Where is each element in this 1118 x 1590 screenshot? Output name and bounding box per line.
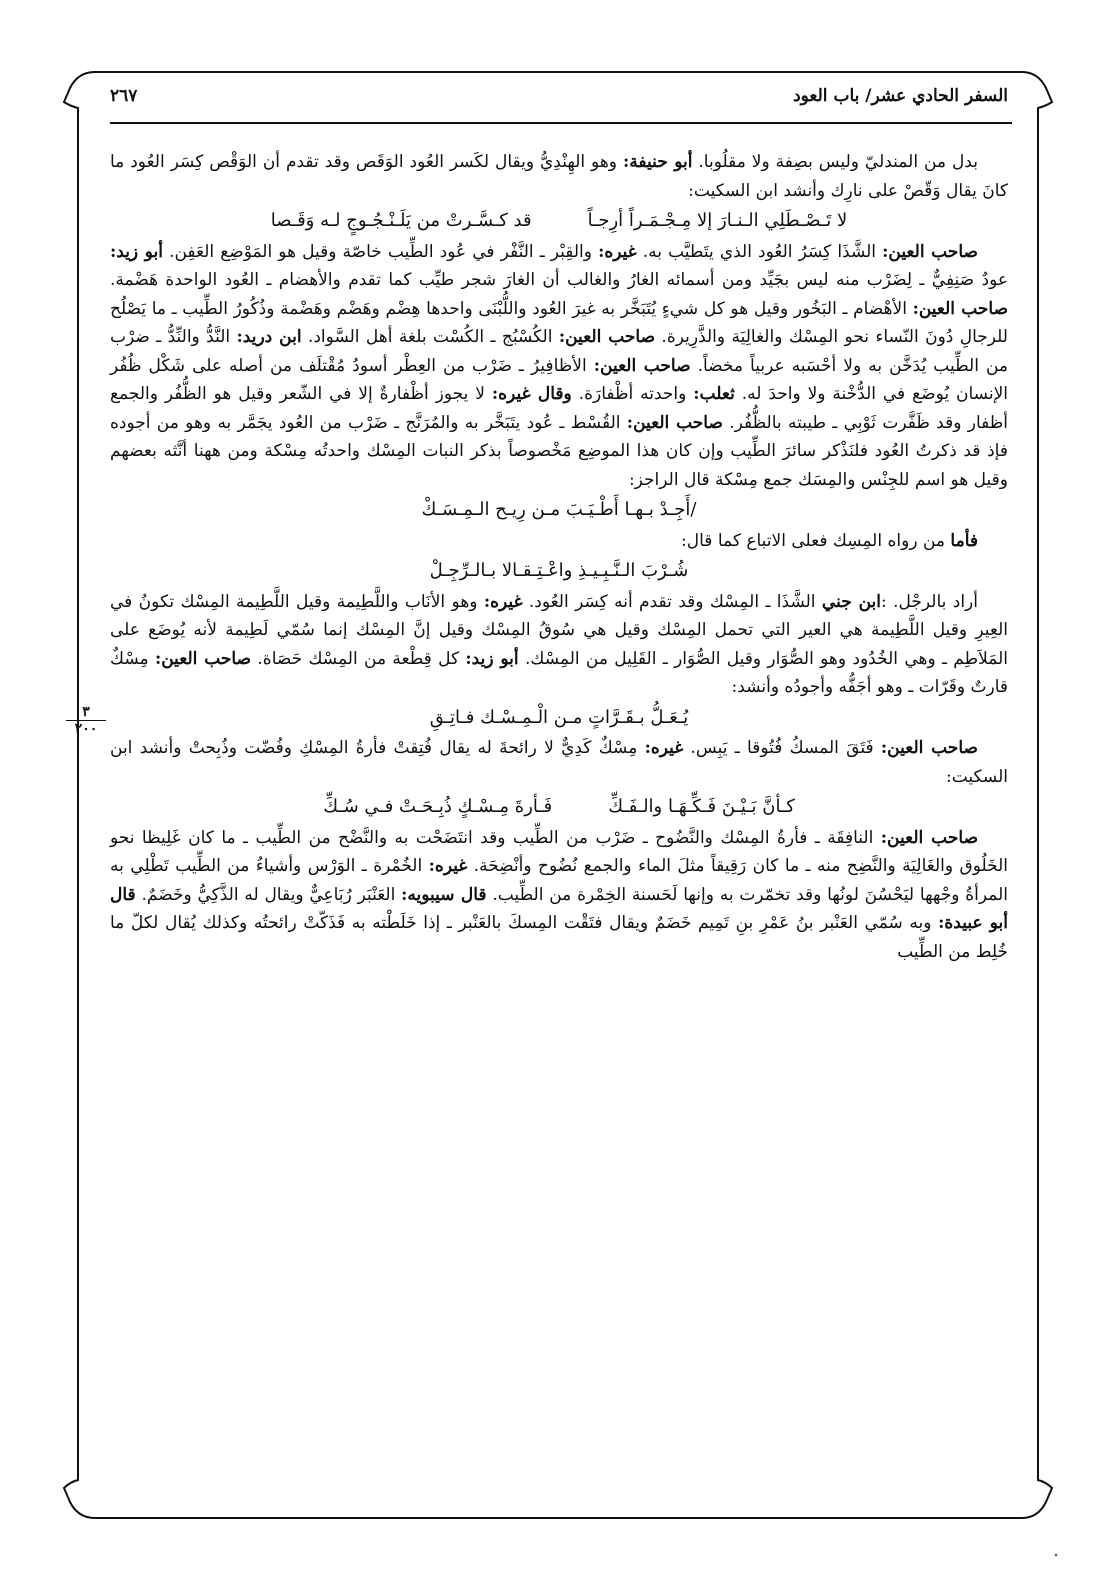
margin-ref-denominator: ٢٠٠ bbox=[74, 721, 98, 737]
margin-ref-numerator: ٣ bbox=[66, 704, 106, 721]
scan-speck bbox=[1052, 1550, 1060, 1560]
verse bbox=[110, 207, 1008, 236]
verse-hemistich: كـأنَّ بَـيْـنَ فَـكِّـهَـا والـفَـكِّ bbox=[608, 796, 795, 817]
page-number: ٢٦٧ bbox=[110, 86, 138, 106]
verse-line: شُـرْبَ الـنَّـبِـيـذِ واعْـتِـقـالا بـالـرِّجِـلْ bbox=[429, 560, 689, 581]
margin-reference bbox=[66, 704, 106, 737]
paragraph: بدل من المندليّ وليس بصِفة ولا مقلُوبا. أبو حنيفة: وهو الهِنْدِيُّ ويقال لكَسر العُود الوَقَص وقد تقدم أن الوَقْص كِسَر العُود ما كانَ يقال وَقّصْ على نارِك وأنشد ابن السكيت: bbox=[110, 152, 1008, 201]
running-title: السفر الحادي عشر/ باب العود bbox=[793, 86, 1008, 106]
verse-line: يُـعَـلُّ بـقَـرَّاتٍ مـن الْـمِـسْـك فـاتِـقِ bbox=[429, 706, 689, 728]
verse-hemistich: قد كـسَّـرتْ من يَلَـنْـجُـوجٍ لـه وَقَـصا bbox=[270, 210, 532, 231]
verse-hemistich: لا تَـصْـطَلِي الـنـارَ إلا مِـجْـمَـراً أرِجـاً bbox=[587, 210, 848, 231]
page-header bbox=[110, 80, 1008, 120]
paragraph: فأما من رواه المِسِك فعلى الاتباع كما قال: bbox=[681, 530, 978, 551]
verse bbox=[110, 557, 1008, 586]
paragraph: صاحب العين: الشَّذَا كِسَرُ العُود الذي يتَطيَّب به. غيره: والقِبْر ـ النَّفْر في عُود الطِّيب خاصّة وقيل هو المَوْضِع العَفِن. أبو زيد: عودٌ صَنِفِيٌّ ـ لِضَرْب منه ليس بجَيِّد ومن أسمائه الغارُ والغالب أن الغارَ شجر طيِّب كما تقدم والأهضام ـ العُود الواحدة هَضْمة. صاحب العين: الأهْضام ـ البَخُور وقيل هو كل شيءٍ يُتَبَخَّر به غيرَ العُود واللُّبْنَى واحدها هِضْم وهَضْم وهَضْمة وذُكُورُ الطِّيب ـ ما يَصْلُح للرجالِ دُونَ النّساء نحو المِسْك والغالِيَة والذَّرِيرة. صاحب العين: الكُسْبُج ـ الكُسْت بلغة أهل السَّواد. ابن دريد: النَّدُّ والنِّدُّ ـ ضرْب من الطِّيب يُدَخَّن به ولا أحْسَبه عربياً مخضاً. صاحب العين: الأظافِيرُ ـ ضَرْب من العِطْر أسودُ مُقْتلَف من أصله على شَكْل ظُفُر الإنسان يُوضَع في الدُّخْنة ولا واحدَ له. ثعلب: واحدته أظْفارَة. وقال غيره: لا يجوز أظْفارةٌ إلا في الشّعر وقيل هو الظُّفُر والجمع أظفار وقد ظَفَّرت ثَوْبِي ـ طيبته بالظُّفُر. صاحب العين: القُسْط ـ عُود يتَبَخَّر به والمُرَنَّج ـ ضَرْب من العُود يجَمَّر به وهو من أجوده فإذ قد ذكرتُ العُود فلنَذْكر سائرَ الطِّيب وإن كان هذا الموضِع مَخْصوصاً بذكر النبات المِسْك واحدتُه مِسْكة ومن ههنا أنَّثه بعضهم وقيل هو اسم للجِنْس والمِسَك جمع مِسْكة قال الراجز: bbox=[110, 241, 1009, 490]
verse bbox=[110, 793, 1008, 822]
main-text bbox=[110, 148, 1008, 968]
verse-line: /أَجِـدْ بـهـا أَطْـيَـبَ مـن رِيـح الـمِـسَـكْ bbox=[421, 499, 697, 520]
paragraph: أراد بالرجْل. :ابن جني الشَّذَا ـ المِسْك وقد تقدم أنه كِسَر العُود. غيره: وهو الأنَاب واللَّطِيمة وقيل اللَّطِيمة المِسْك تكونُ في العِيرِ وقيل اللَّطِيمة هي العير التي تحمل المِسْك وقيل هي سُوقُ المِسْك وقيل إنَّ المِسْك إنما سُمّي لَطِيمة لأنه يُوضَع على المَلاَطِم ـ وهي الخُدُود وهو الصُّوَار وقيل الصُّوَار ـ القَلِيل من المِسْك. أبو زيد: كل قِطْعة من المِسْك حَصَاة. صاحب العين: مِسْكٌ قارتٌ وقَرّات ـ وهو أجَفُّه وأجودُه وأنشد: bbox=[110, 591, 1009, 697]
verse-hemistich: فَـأرةَ مِـسْـكٍ ذُبِـحَـتْ فـي سُـكِّ bbox=[323, 796, 553, 817]
verse bbox=[110, 704, 1008, 733]
paragraph: صاحب العين: النافِقَة ـ فأرةُ المِسْك والنَّضُوح ـ ضَرْب من الطِّيب وقد انتَضَحْت به والنَّضْح من الطِّيب ـ ما كان غَلِيظا نحو الخَلُوق والغَالِيَة والنَّضِح منه ـ ما كان رَقِيقاً مثلَ الماء والجمع نُضُوح وأنْضِحَة. غيره: الخُمْرة ـ الوَرْس وأشياءُ من الطِّيب تَطْلِي به المرأةُ وجْهها ليَحْسُنَ لونُها وقد تخمّرت به وإنها لَحَسنة الخِمْرة من الطِّيب. قال سيبويه: العَنْبَر رُبَاعِيٌّ ويقال له الذَّكِيُّ وخَضَمٌ. قال أبو عبيدة: وبه سُمّي العَنْبر بنُ عَمْرِ بنِ تَمِيم خَضَمٌ ويقال فتَقْت المِسكَ بالعَنْبر ـ إذا خَلَطْته به فَذَكّتْ رائحتُه وكذلك يُقال لكلّ ما خُلِط من الطِّيب bbox=[110, 827, 1009, 962]
paragraph: صاحب العين: فَتَقَ المسكُ فُتُوقا ـ يَبِس. غيره: مِسْكٌ كَدِيٌّ لا رائحةَ له يقال فُتِقتْ فأرةُ المِسْكِ وفُضّت وذُبِحتْ وأنشد ابن السكيت: bbox=[110, 738, 1008, 787]
verse bbox=[110, 496, 1008, 525]
